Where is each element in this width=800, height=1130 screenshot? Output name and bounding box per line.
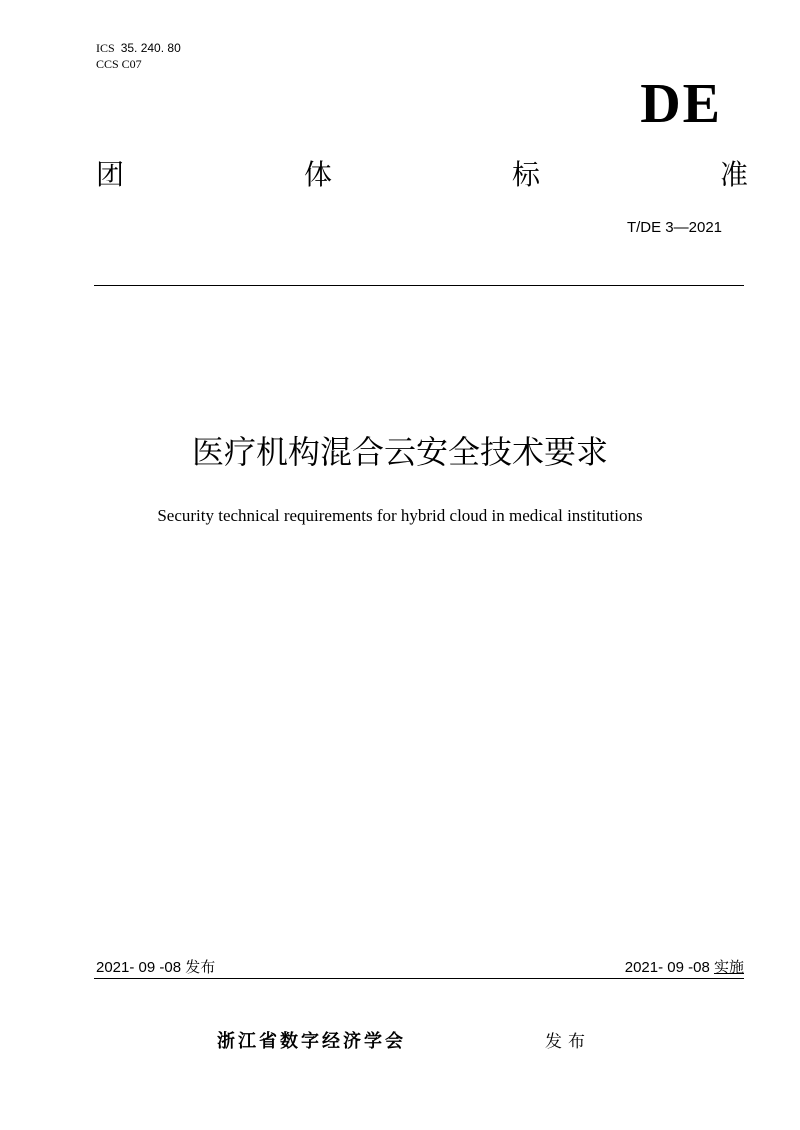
standard-type-char-4: 准 [719,158,748,191]
document-title-en: Security technical requirements for hybrid cloud in medical institutions [157,506,643,525]
publisher-name: 浙江省数字经济学会 [217,1031,406,1052]
implementation-label: 实施 [713,959,744,976]
standard-code: T/DE 3—2021 [626,219,722,236]
standard-type-char-3: 标 [511,158,540,191]
ics-label: ICS [96,41,115,55]
ics-code [96,40,181,56]
publisher-action: 发布 [545,1032,591,1052]
ics-number: 35. 240. 80 [120,41,181,55]
standard-type-heading [96,155,748,195]
de-logo: DE [640,73,722,135]
bottom-divider [94,978,744,979]
document-title-zh: 医疗机构混合云安全技术要求 [191,433,608,471]
implementation-date [625,958,744,978]
standard-type-char-2: 体 [303,158,332,191]
top-divider [94,285,744,286]
implementation-date-value: 2021- 09 -08 [624,959,714,976]
issue-date: 2021- 09 -08 发布 [96,959,216,976]
ccs-code: CCS C07 [96,57,142,71]
standard-type-char-1: 团 [96,158,125,191]
